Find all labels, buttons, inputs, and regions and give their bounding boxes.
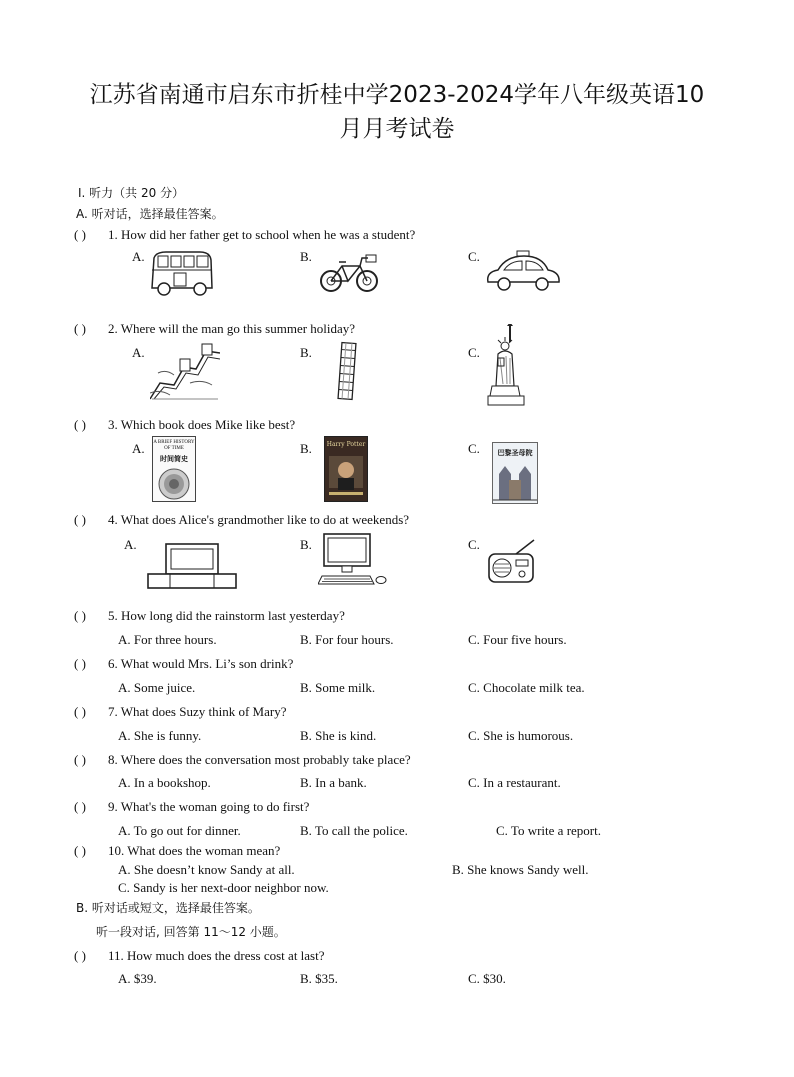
great-wall-icon[interactable] bbox=[150, 343, 220, 401]
answer-blank[interactable]: ( ) bbox=[74, 843, 86, 858]
answer-blank[interactable]: ( ) bbox=[74, 752, 86, 767]
answer-blank[interactable]: ( ) bbox=[74, 948, 86, 963]
option-b[interactable]: B. To call the police. bbox=[300, 823, 408, 838]
answer-blank[interactable]: ( ) bbox=[74, 704, 86, 719]
bus-icon[interactable] bbox=[148, 250, 214, 298]
option-c[interactable]: C. Chocolate milk tea. bbox=[468, 680, 585, 695]
option-label: A. bbox=[132, 441, 145, 456]
exam-title-line-1: 江苏省南通市启东市折桂中学2023-2024学年八年级英语10 bbox=[89, 82, 705, 108]
answer-blank[interactable]: ( ) bbox=[74, 799, 86, 814]
part-b-instruction: B. 听对话或短文，选择最佳答案。 bbox=[76, 901, 260, 915]
answer-blank[interactable]: ( ) bbox=[74, 417, 86, 432]
book-cover-top: A BRIEF HISTORY OF TIME bbox=[153, 440, 195, 451]
book-notre-dame-icon[interactable] bbox=[492, 442, 538, 504]
option-a[interactable]: A. To go out for dinner. bbox=[118, 823, 241, 838]
option-c[interactable]: C. $30. bbox=[468, 971, 506, 986]
option-label: B. bbox=[300, 345, 312, 360]
question-text: 6. What would Mrs. Li’s son drink? bbox=[108, 656, 294, 671]
option-b[interactable]: B. $35. bbox=[300, 971, 338, 986]
statue-of-liberty-icon[interactable] bbox=[486, 324, 526, 406]
option-c[interactable]: C. To write a report. bbox=[496, 823, 601, 838]
question-text: 8. Where does the conversation most probably take place? bbox=[108, 752, 411, 767]
question-text: 3. Which book does Mike like best? bbox=[108, 417, 296, 432]
option-a[interactable]: A. $39. bbox=[118, 971, 157, 986]
option-b[interactable]: B. Some milk. bbox=[300, 680, 376, 695]
option-label: A. bbox=[132, 345, 145, 360]
question-text: 7. What does Suzy think of Mary? bbox=[108, 704, 287, 719]
bicycle-icon[interactable] bbox=[318, 252, 380, 294]
book-cover-title: Harry Potter bbox=[326, 441, 366, 448]
option-c[interactable]: C. Sandy is her next-door neighbor now. bbox=[118, 880, 329, 895]
option-a[interactable]: A. For three hours. bbox=[118, 632, 217, 647]
television-icon[interactable] bbox=[146, 540, 238, 592]
option-label: C. bbox=[468, 249, 480, 264]
option-label: A. bbox=[132, 249, 145, 264]
part-b-subinstruction: 听一段对话, 回答第 11～12 小题。 bbox=[96, 925, 286, 939]
part-a-instruction: A. 听对话，选择最佳答案。 bbox=[76, 207, 224, 221]
option-label: C. bbox=[468, 345, 480, 360]
option-label: A. bbox=[124, 537, 137, 552]
question-text: 11. How much does the dress cost at last? bbox=[108, 948, 325, 963]
question-text: 4. What does Alice's grandmother like to do at weekends? bbox=[108, 512, 410, 527]
exam-title-line-2: 月月考试卷 bbox=[339, 116, 455, 142]
question-text: 9. What's the woman going to do first? bbox=[108, 799, 310, 814]
answer-blank[interactable]: ( ) bbox=[74, 512, 86, 527]
computer-icon[interactable] bbox=[318, 532, 388, 588]
option-c[interactable]: C. In a restaurant. bbox=[468, 775, 561, 790]
option-b[interactable]: B. For four hours. bbox=[300, 632, 394, 647]
book-harry-potter-icon[interactable] bbox=[324, 436, 368, 502]
question-text: 1. How did her father get to school when he was a student? bbox=[108, 227, 416, 242]
question-text: 10. What does the woman mean? bbox=[108, 843, 281, 858]
option-a[interactable]: A. In a bookshop. bbox=[118, 775, 211, 790]
option-label: C. bbox=[468, 537, 480, 552]
option-b[interactable]: B. She is kind. bbox=[300, 728, 377, 743]
option-c[interactable]: C. She is humorous. bbox=[468, 728, 574, 743]
section-heading: Ⅰ. 听力（共 20 分） bbox=[78, 186, 185, 200]
option-a[interactable]: A. She doesn’t know Sandy at all. bbox=[118, 862, 295, 877]
option-label: B. bbox=[300, 441, 312, 456]
option-a[interactable]: A. She is funny. bbox=[118, 728, 202, 743]
answer-blank[interactable]: ( ) bbox=[74, 656, 86, 671]
option-label: C. bbox=[468, 441, 480, 456]
radio-icon[interactable] bbox=[486, 538, 538, 586]
option-b[interactable]: B. She knows Sandy well. bbox=[452, 862, 589, 877]
option-b[interactable]: B. In a bank. bbox=[300, 775, 367, 790]
option-label: B. bbox=[300, 537, 312, 552]
answer-blank[interactable]: ( ) bbox=[74, 608, 86, 623]
leaning-tower-icon[interactable] bbox=[333, 340, 361, 402]
book-brief-history-icon[interactable] bbox=[152, 436, 196, 502]
option-label: B. bbox=[300, 249, 312, 264]
taxi-icon[interactable] bbox=[484, 250, 562, 294]
question-text: 5. How long did the rainstorm last yesterday? bbox=[108, 608, 345, 623]
option-c[interactable]: C. Four five hours. bbox=[468, 632, 567, 647]
answer-blank[interactable]: ( ) bbox=[74, 321, 86, 336]
book-cover-title: 时间简史 bbox=[160, 455, 188, 463]
question-text: 2. Where will the man go this summer holiday? bbox=[108, 321, 356, 336]
book-cover-title: 巴黎圣母院 bbox=[497, 449, 533, 457]
option-a[interactable]: A. Some juice. bbox=[118, 680, 196, 695]
answer-blank[interactable]: ( ) bbox=[74, 227, 86, 242]
